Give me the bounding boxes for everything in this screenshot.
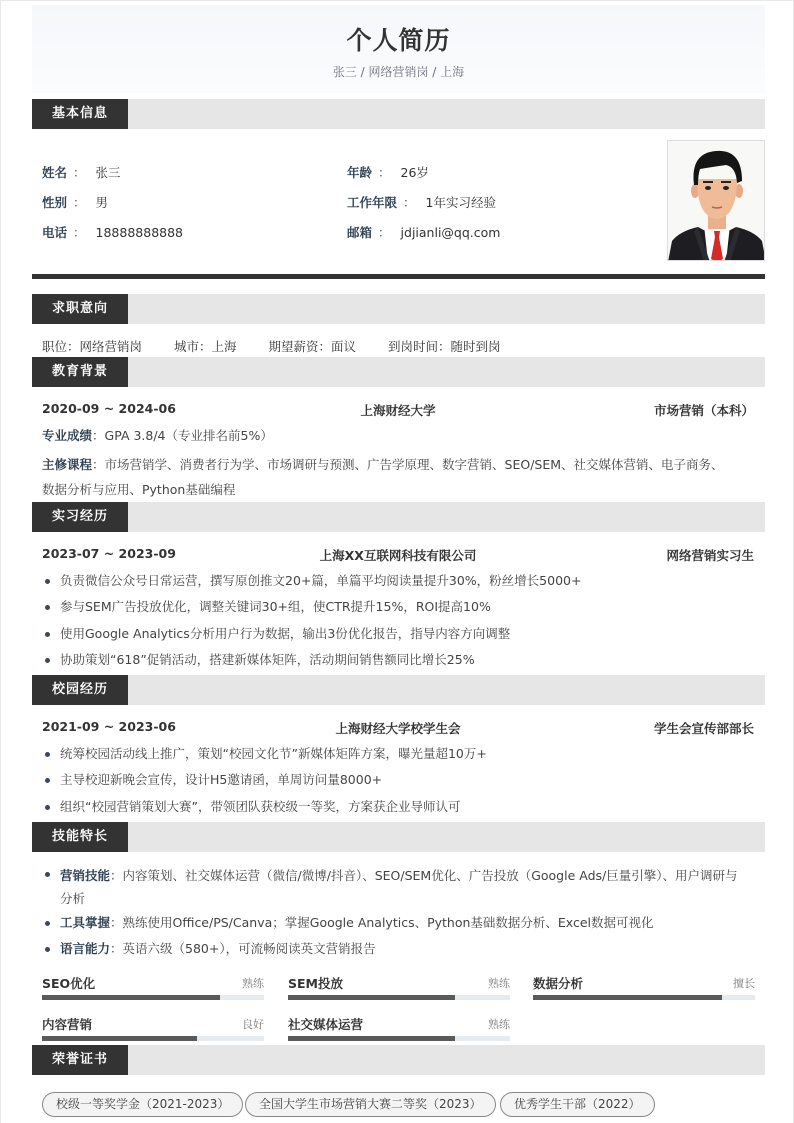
info-value: 18888888888 — [95, 225, 184, 240]
section-title: 实习经历 — [32, 502, 128, 532]
section-title: 基本信息 — [32, 99, 128, 129]
honor-badge: 优秀学生干部（2022） — [500, 1092, 655, 1117]
info-phone: 电话 ： 18888888888 — [42, 225, 184, 240]
education-gpa: 专业成绩：GPA 3.8/4（专业排名前5%） — [42, 428, 273, 443]
campus-bullet: 组织“校园营销策划大赛”，带领团队获校级一等奖，方案获企业导师认可 — [42, 797, 754, 817]
internship-header-row — [42, 546, 754, 564]
skill-bullet: 工具掌握：熟练使用Office/PS/Canva；掌握Google Analytics、Python基础数据分析、Excel数据可视化 — [42, 913, 754, 933]
honor-badge: 校级一等奖学金（2021-2023） — [42, 1092, 243, 1117]
education-school: 上海财经大学 — [360, 403, 436, 418]
education-period: 2020-09 ~ 2024-06 — [42, 401, 176, 416]
section-title: 荣誉证书 — [32, 1045, 128, 1075]
info-value: 张三 — [95, 165, 121, 180]
info-label: 姓名 — [42, 165, 68, 180]
skill-bullet: 营销技能：内容策划、社交媒体运营（微信/微博/抖音）、SEO/SEM优化、广告投放（Google Ads/巨量引擎）、用户调研与 分析 — [42, 864, 754, 910]
section-header-intent — [32, 294, 765, 324]
education-major: 市场营销（本科） — [653, 403, 754, 418]
section-title: 校园经历 — [32, 675, 128, 705]
skill-bar-seo: SEO优化 熟练 — [42, 974, 264, 1004]
info-label: 电话 — [42, 225, 68, 240]
section-header-education — [32, 357, 765, 387]
gpa-label: 专业成绩 — [42, 428, 93, 443]
info-name: 姓名 ： 张三 — [42, 165, 121, 180]
campus-role: 学生会宣传部部长 — [653, 721, 754, 736]
education-courses: 主修课程：市场营销学、消费者行为学、市场调研与预测、广告学原理、数字营销、SEO/SEM、社交媒体营销、电子商务、 数据分析与应用、Python基础编程 — [42, 457, 724, 497]
section-header-skills — [32, 822, 765, 852]
section-title: 教育背景 — [32, 357, 128, 387]
info-label: 性别 — [42, 195, 68, 210]
internship-bullet: 使用Google Analytics分析用户行为数据，输出3份优化报告，指导内容方向调整 — [42, 624, 754, 644]
internship-company: 上海XX互联网科技有限公司 — [319, 548, 477, 563]
education-header-row — [42, 401, 754, 419]
info-email: 邮箱 ： jdjianli@qq.com — [347, 225, 501, 240]
campus-header-row — [42, 719, 754, 737]
info-experience: 工作年限 ： 1年实习经验 — [347, 195, 496, 210]
skill-bar-sem: SEM投放 熟练 — [288, 974, 510, 1004]
campus-bullet: 主导校迎新晚会宣传，设计H5邀请函，单周访问量8000+ — [42, 770, 754, 790]
divider — [32, 274, 765, 279]
page-title: 个人简历 — [346, 26, 451, 55]
page-subtitle: 张三 / 网络营销岗 / 上海 — [332, 65, 465, 79]
info-value: jdjianli@qq.com — [400, 225, 501, 240]
info-value: 1年实习经验 — [425, 195, 496, 210]
section-header-basic — [32, 99, 765, 129]
info-label: 年龄 — [347, 165, 373, 180]
campus-org: 上海财经大学校学生会 — [335, 721, 461, 736]
section-header-internship — [32, 502, 765, 532]
intent-availability: 到岗时间：随时到岗 — [388, 339, 501, 354]
intent-position: 职位：网络营销岗 — [42, 339, 143, 354]
info-value: 26岁 — [400, 165, 429, 180]
intent-salary: 期望薪资：面议 — [268, 339, 357, 354]
internship-role: 网络营销实习生 — [666, 548, 754, 563]
info-label: 工作年限 — [347, 195, 398, 210]
section-title: 求职意向 — [32, 294, 128, 324]
honor-badge: 全国大学生市场营销大赛二等奖（2023） — [245, 1092, 496, 1117]
intent-city: 城市：上海 — [174, 339, 237, 354]
skill-bar-data-analysis: 数据分析 擅长 — [533, 974, 755, 1004]
section-header-honors — [32, 1045, 765, 1075]
skill-bullet: 语言能力：英语六级（580+），可流畅阅读英文营销报告 — [42, 939, 754, 959]
section-header-campus — [32, 675, 765, 705]
person-portrait-icon — [668, 141, 765, 261]
internship-bullet: 参与SEM广告投放优化，调整关键词30+组，使CTR提升15%，ROI提高10% — [42, 597, 754, 617]
resume-header — [32, 5, 765, 93]
internship-bullet: 协助策划“618”促销活动，搭建新媒体矩阵，活动期间销售额同比增长25% — [42, 650, 754, 670]
internship-bullet: 负责微信公众号日常运营，撰写原创推文20+篇，单篇平均阅读量提升30%，粉丝增长5000+ — [42, 571, 754, 591]
info-age: 年龄 ： 26岁 — [347, 165, 429, 180]
info-label: 邮箱 — [347, 225, 373, 240]
info-value: 男 — [95, 195, 109, 210]
section-title: 技能特长 — [32, 822, 128, 852]
internship-period: 2023-07 ~ 2023-09 — [42, 546, 176, 561]
skill-bar-social: 社交媒体运营 熟练 — [288, 1015, 510, 1045]
courses-label: 主修课程 — [42, 457, 93, 472]
info-gender: 性别 ： 男 — [42, 195, 109, 210]
campus-bullet: 统筹校园活动线上推广，策划“校园文化节”新媒体矩阵方案，曝光量超10万+ — [42, 744, 754, 764]
campus-period: 2021-09 ~ 2023-06 — [42, 719, 176, 734]
skill-bar-content: 内容营销 良好 — [42, 1015, 264, 1045]
job-intent-row — [42, 337, 529, 355]
avatar-photo — [667, 140, 765, 261]
